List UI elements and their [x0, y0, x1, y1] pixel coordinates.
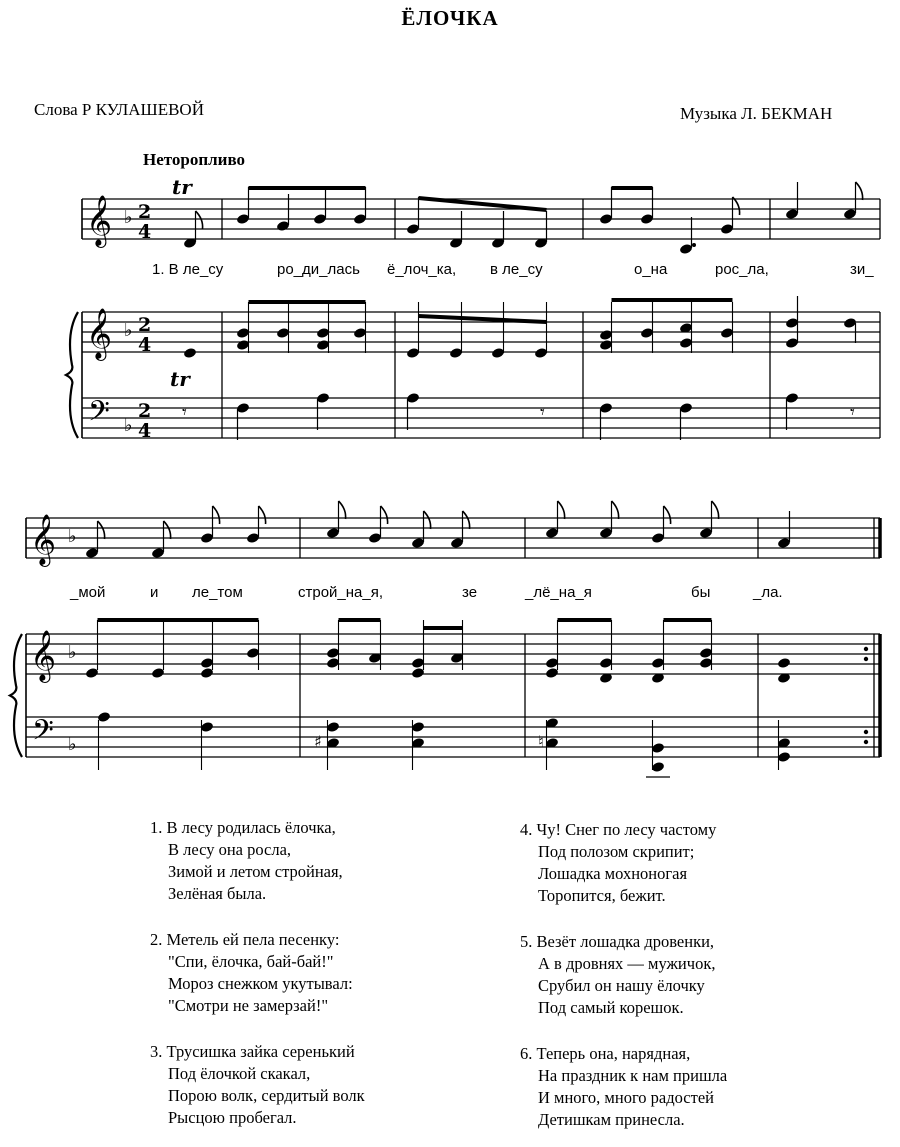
- note-flag: [463, 511, 470, 529]
- stanza-line: Зелёная была.: [168, 884, 267, 903]
- lyric-syllable: в ле_су: [490, 261, 543, 278]
- time-signature-numerator: 2: [138, 201, 152, 223]
- stanza-line: И много, много радостей: [538, 1088, 714, 1107]
- lyric-syllable: строй_на_я,: [298, 584, 384, 601]
- stanza-line: Зимой и летом стройная,: [168, 862, 343, 881]
- piano-brace: [66, 312, 78, 438]
- flat-icon: ♭: [124, 415, 133, 436]
- stanza-line: Под полозом скрипит;: [538, 842, 695, 861]
- natural-icon: ♮: [538, 732, 544, 751]
- bass-clef-icon: 𝄢: [32, 714, 54, 754]
- repeat-dot: [864, 657, 868, 661]
- stanza-line: 5. Везёт лошадка дровенки,: [520, 932, 715, 951]
- stanza-3: [150, 1041, 365, 1129]
- note-flag: [164, 521, 171, 539]
- lyric-syllable: _мой: [70, 584, 106, 601]
- note-flag: [213, 506, 220, 524]
- stanza-line: На праздник к нам пришла: [538, 1066, 728, 1085]
- stanza-line: Торопится, бежит.: [538, 886, 666, 905]
- repeat-dot: [864, 647, 868, 651]
- note-flag: [259, 506, 266, 524]
- stanza-line: 6. Теперь она, нарядная,: [520, 1044, 691, 1063]
- flat-icon: ♭: [68, 526, 77, 547]
- piano-brace: [10, 634, 22, 757]
- stanza-line: 4. Чу! Снег по лесу частому: [520, 820, 717, 839]
- note-flag: [612, 501, 619, 519]
- lyric-syllable: ё_лоч_ка,: [387, 261, 457, 278]
- stanza-line: Рысцою пробегал.: [168, 1108, 297, 1127]
- lyric-syllable: зе: [462, 584, 478, 601]
- sharp-icon: ♯: [314, 732, 322, 751]
- stanza-line: Порою волк, сердитый волк: [168, 1086, 365, 1105]
- stanza-2: [150, 929, 353, 1017]
- bass-clef-icon: 𝄢: [88, 395, 110, 435]
- stanza-line: Лошадка мохноногая: [538, 864, 688, 883]
- lyric-syllable: о_на: [634, 261, 668, 278]
- lyric-syllable: бы: [691, 584, 711, 601]
- note-head: [183, 347, 197, 359]
- stanza-5: [520, 931, 715, 1019]
- flat-icon: ♭: [68, 642, 77, 663]
- time-signature-numerator: 2: [138, 400, 152, 422]
- treble-clef-icon: 𝄞: [30, 630, 57, 681]
- stanza-line: "Смотри не замерзай!": [168, 996, 329, 1015]
- lyric-syllable: ле_том: [192, 584, 243, 601]
- trill-mark: tr: [172, 175, 192, 199]
- trill-mark: tr: [170, 367, 190, 391]
- stanza-6: [520, 1043, 727, 1131]
- stanza-1: [150, 817, 343, 905]
- note-flag: [339, 501, 346, 519]
- stanza-line: 1. В лесу родилась ёлочка,: [150, 818, 336, 837]
- time-signature-denominator: 4: [138, 334, 152, 356]
- beam: [419, 198, 547, 210]
- tempo-marking: Неторопливо: [143, 150, 246, 169]
- stanza-line: 2. Метель ей пела песенку:: [150, 930, 340, 949]
- lyric-syllable: рос_ла,: [715, 261, 769, 278]
- flat-icon: ♭: [124, 320, 133, 341]
- lyric-syllable: и: [150, 584, 159, 601]
- eighth-rest-icon: 𝄾: [182, 402, 187, 423]
- note-flag: [196, 211, 203, 229]
- lyric-syllable: _лё_на_я: [525, 584, 592, 601]
- staccato-dot: [692, 243, 696, 247]
- stanza-line: Детишкам принесла.: [538, 1110, 685, 1129]
- note-flag: [381, 506, 388, 524]
- note-flag: [664, 506, 671, 524]
- note-flag: [733, 197, 740, 215]
- repeat-dot: [864, 730, 868, 734]
- stanza-line: 3. Трусишка зайка серенький: [150, 1042, 355, 1061]
- treble-clef-icon: 𝄞: [86, 308, 113, 359]
- flat-icon: ♭: [124, 207, 133, 228]
- lyric-syllable: _ла.: [753, 584, 783, 601]
- stanza-line: "Спи, ёлочка, бай-бай!": [168, 952, 334, 971]
- time-signature-denominator: 4: [138, 221, 152, 243]
- stanza-line: Под самый корешок.: [538, 998, 684, 1017]
- stanza-4: [520, 819, 716, 907]
- stanza-line: А в дровнях — мужичок,: [538, 954, 716, 973]
- note-flag: [424, 511, 431, 529]
- stanza-line: В лесу она росла,: [168, 840, 292, 859]
- note-flag: [558, 501, 565, 519]
- time-signature-denominator: 4: [138, 420, 152, 442]
- lyric-syllable: зи_: [850, 261, 874, 278]
- lyric-syllable: 1. В ле_су: [152, 261, 224, 278]
- eighth-rest-icon: 𝄾: [540, 402, 545, 423]
- time-signature-numerator: 2: [138, 314, 152, 336]
- lyric-syllable: ро_ди_лась: [277, 261, 360, 278]
- treble-clef-icon: 𝄞: [30, 514, 57, 565]
- note-flag: [856, 182, 863, 200]
- note-flag: [712, 501, 719, 519]
- treble-clef-icon: 𝄞: [86, 195, 113, 246]
- song-title: ЁЛОЧКА: [401, 6, 499, 30]
- stanza-line: Мороз снежком укутывал:: [168, 974, 353, 993]
- stanza-line: Под ёлочкой скакал,: [168, 1064, 311, 1083]
- repeat-dot: [864, 740, 868, 744]
- lyricist-credit: Слова Р КУЛАШЕВОЙ: [34, 100, 204, 119]
- eighth-rest-icon: 𝄾: [850, 402, 855, 423]
- note-head: [777, 657, 791, 669]
- beam: [419, 316, 547, 322]
- flat-icon: ♭: [68, 734, 77, 755]
- note-flag: [98, 521, 105, 539]
- composer-credit: Музыка Л. БЕКМАН: [680, 104, 833, 123]
- stanza-line: Срубил он нашу ёлочку: [538, 976, 705, 995]
